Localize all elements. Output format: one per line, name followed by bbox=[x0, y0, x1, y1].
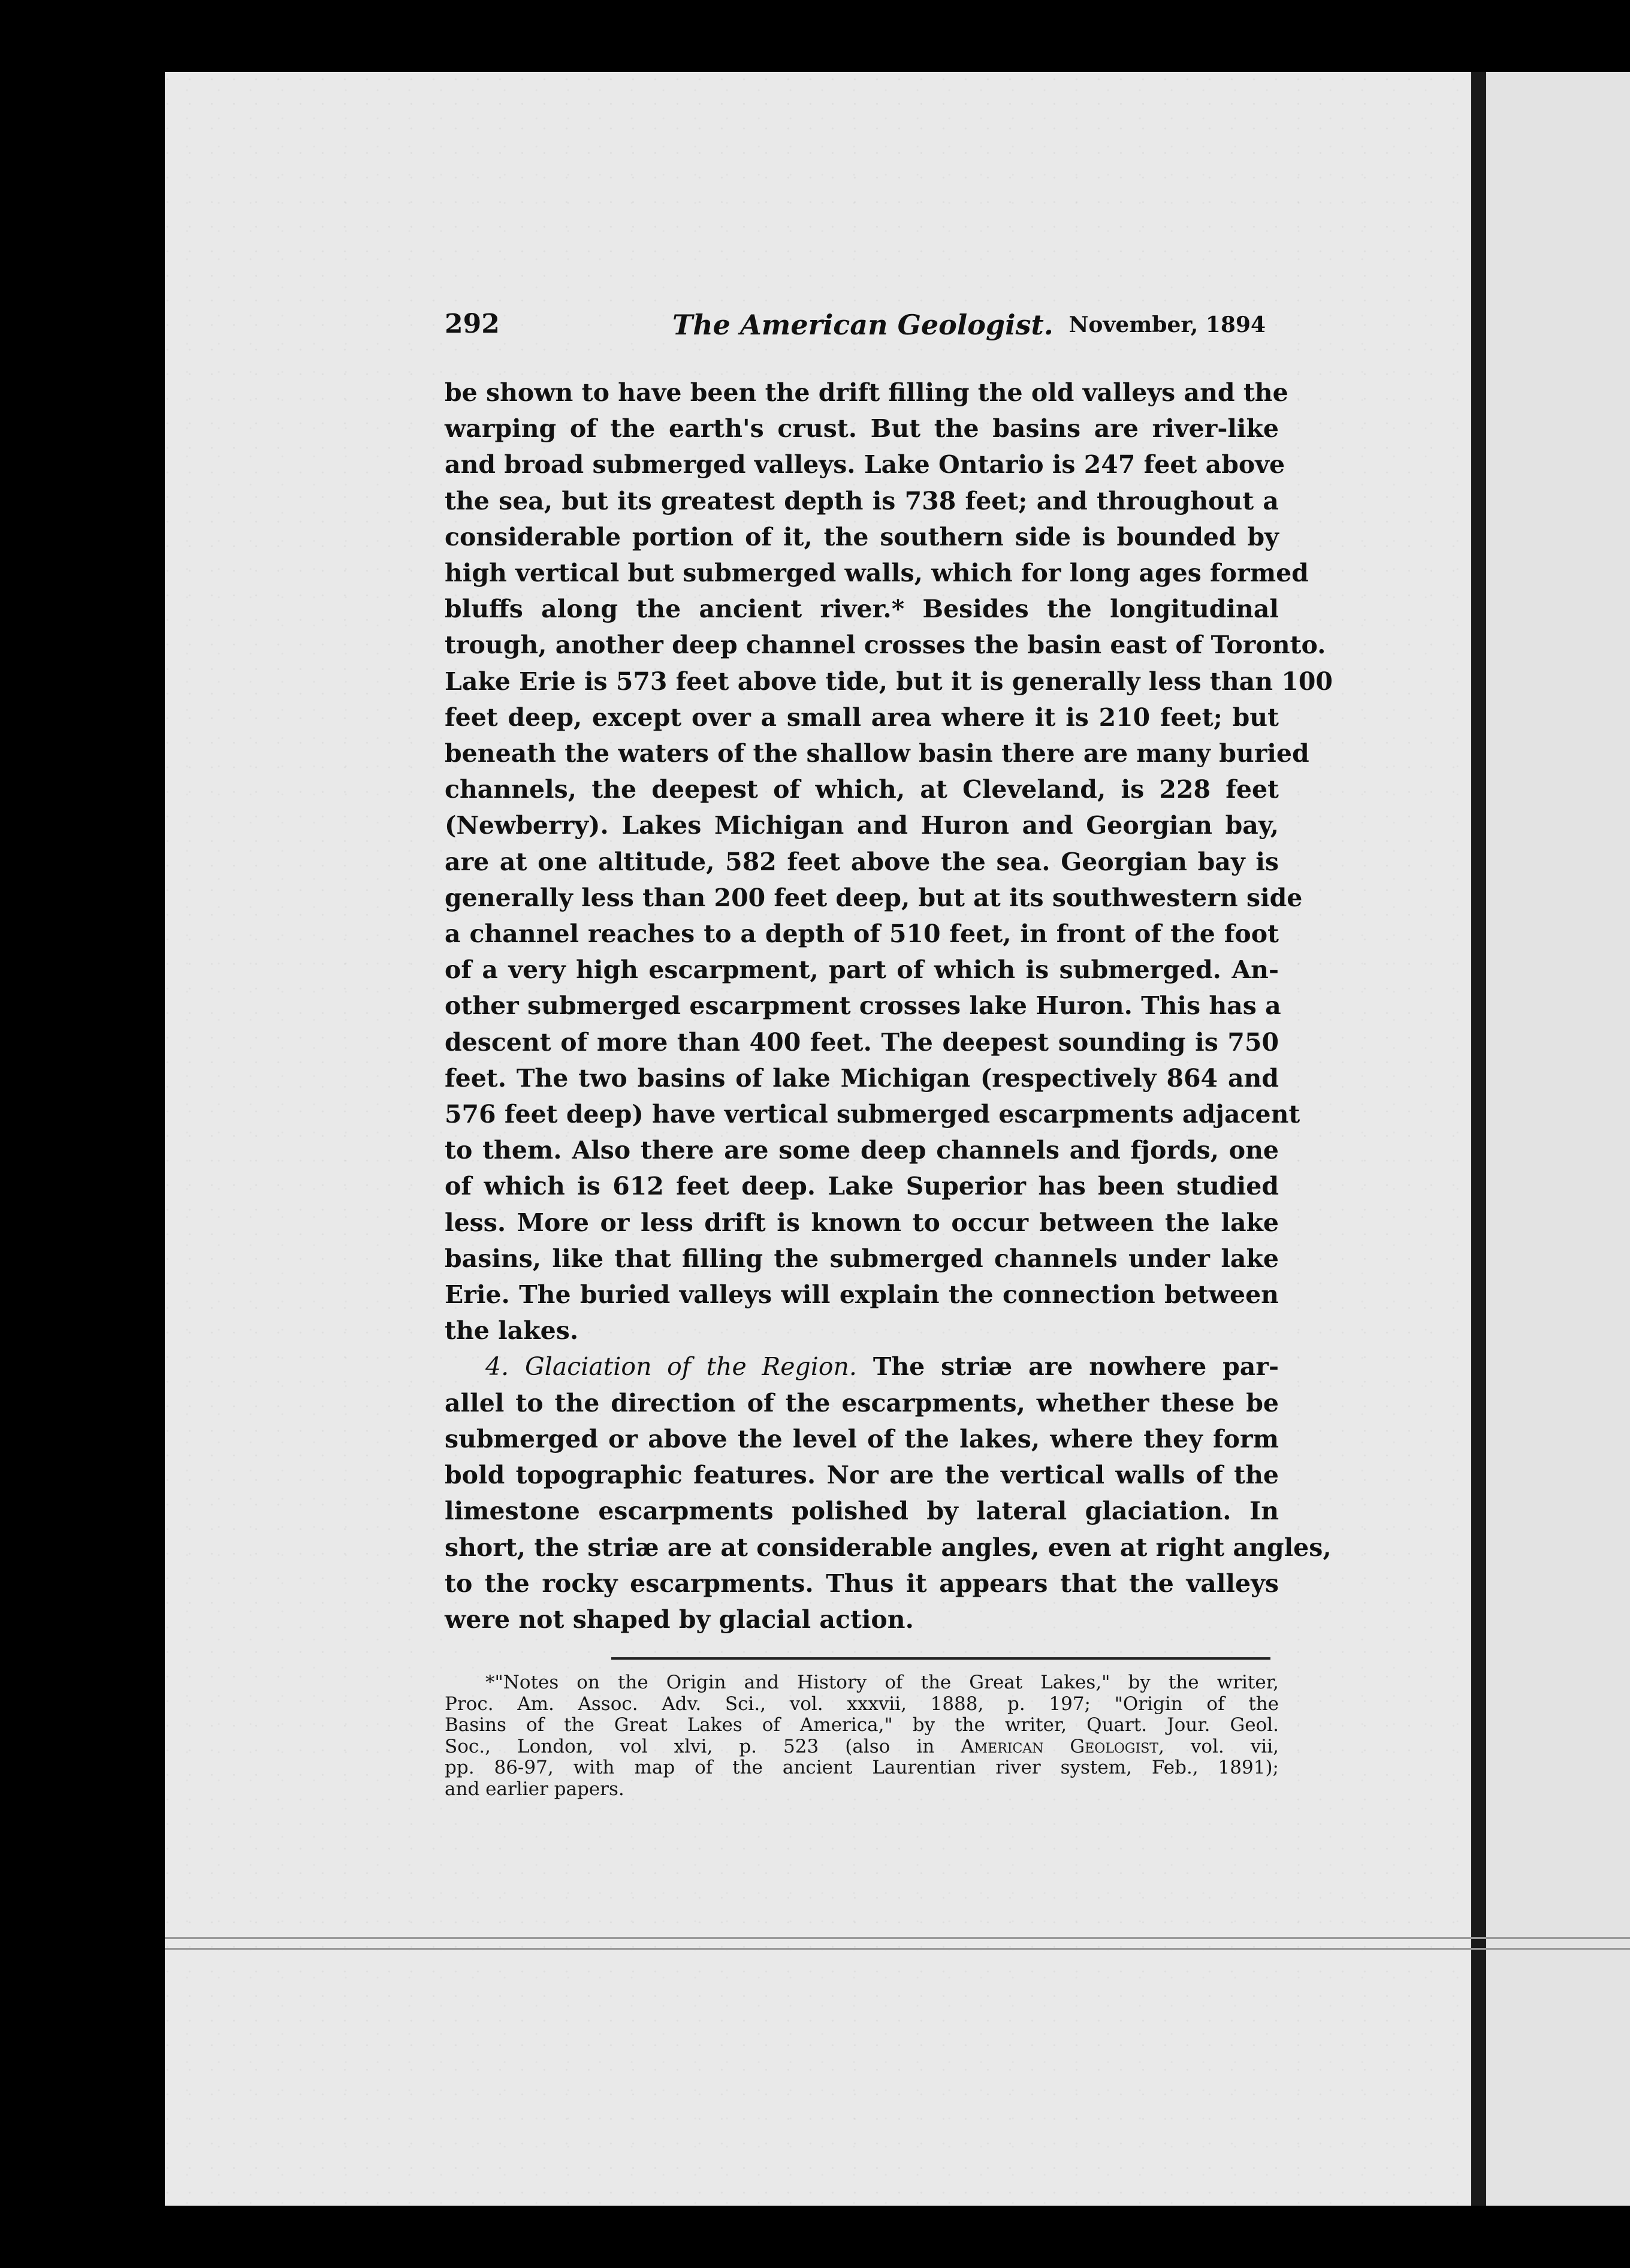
text-line: short, the striæ are at considerable angles, even at right angles, bbox=[445, 1533, 1332, 1562]
text-line: the sea, but its greatest depth is 738 feet; and throughout a bbox=[445, 486, 1279, 515]
page-gutter bbox=[1471, 72, 1486, 2206]
text-line: submerged or above the level of the lakes, where they form bbox=[445, 1424, 1279, 1453]
text-line: and broad submerged valleys. Lake Ontario is 247 feet above bbox=[445, 450, 1285, 479]
journal-citation: American Geologist bbox=[961, 1735, 1158, 1757]
footnote-divider bbox=[611, 1657, 1270, 1660]
text-line: beneath the waters of the shallow basin there are many buried bbox=[445, 739, 1309, 768]
text-line: of which is 612 feet deep. Lake Superior has been studied bbox=[445, 1172, 1279, 1201]
scan-rule-line bbox=[165, 1948, 1630, 1950]
text-line: high vertical but submerged walls, which for long ages formed bbox=[445, 559, 1309, 588]
footnote-line: *"Notes on the Origin and History of the Great Lakes," by the writer, bbox=[485, 1672, 1279, 1693]
facing-page-edge bbox=[1486, 72, 1630, 2206]
running-header bbox=[445, 309, 1266, 351]
text-line: trough, another deep channel crosses the basin east of Toronto. bbox=[445, 631, 1326, 660]
issue-date: November, 1894 bbox=[1068, 312, 1266, 337]
section-number: 4. bbox=[485, 1352, 509, 1382]
text-line: 576 feet deep) have vertical submerged escarpments adjacent bbox=[445, 1100, 1300, 1129]
text-line: were not shaped by glacial action. bbox=[445, 1605, 914, 1634]
text-line: feet. The two basins of lake Michigan (respectively 864 and bbox=[445, 1063, 1279, 1093]
text-line: to them. Also there are some deep channels and fjords, one bbox=[445, 1136, 1279, 1165]
text-line: descent of more than 400 feet. The deepest sounding is 750 bbox=[445, 1027, 1279, 1057]
text-line: Erie. The buried valleys will explain the connection between bbox=[445, 1280, 1279, 1310]
journal-title: The American Geologist. bbox=[672, 309, 1054, 341]
text-line: be shown to have been the drift filling the old valleys and the bbox=[445, 378, 1288, 407]
text-line: to the rocky escarpments. Thus it appears that the valleys bbox=[445, 1569, 1279, 1598]
footnote-line bbox=[445, 1736, 1279, 1758]
text-line: Lake Erie is 573 feet above tide, but it is generally less than 100 bbox=[445, 666, 1333, 696]
text-line: feet deep, except over a small area where it is 210 feet; but bbox=[445, 702, 1279, 732]
article-body bbox=[445, 375, 1333, 1637]
text-line: of a very high escarpment, part of which is submerged. An- bbox=[445, 955, 1279, 985]
text-line: less. More or less drift is known to occur between the lake bbox=[445, 1208, 1279, 1237]
footnote-text: , vol. vii, bbox=[1158, 1735, 1279, 1757]
text-line: generally less than 200 feet deep, but at its southwestern side bbox=[445, 883, 1303, 912]
page-number: 292 bbox=[445, 309, 500, 339]
section-title: Glaciation of the Region. bbox=[524, 1352, 857, 1382]
text-line: considerable portion of it, the southern side is bounded by bbox=[445, 522, 1279, 551]
scan-rule-line bbox=[165, 1937, 1630, 1939]
text-line: other submerged escarpment crosses lake Huron. This has a bbox=[445, 991, 1281, 1021]
text-line: bluffs along the ancient river.* Besides the longitudinal bbox=[445, 595, 1279, 624]
footnote-text: Soc., London, vol xlvi, p. 523 (also in bbox=[445, 1735, 935, 1757]
footnote-line: pp. 86-97, with map of the ancient Laurentian river system, Feb., 1891); bbox=[445, 1757, 1279, 1778]
section-heading-line bbox=[445, 1349, 1279, 1385]
text-line: warping of the earth's crust. But the basins are river-like bbox=[445, 414, 1279, 444]
text-line: (Newberry). Lakes Michigan and Huron and Georgian bay, bbox=[445, 811, 1279, 840]
footnote-line: Proc. Am. Assoc. Adv. Sci., vol. xxxvii, 1888, p. 197; "Origin of the bbox=[445, 1693, 1279, 1715]
text-line: the lakes. bbox=[445, 1316, 579, 1346]
section-first-line: The striæ are nowhere par- bbox=[873, 1352, 1279, 1382]
footnote-line: Basins of the Great Lakes of America," by the writer, Quart. Jour. Geol. bbox=[445, 1714, 1279, 1736]
text-line: limestone escarpments polished by lateral glaciation. In bbox=[445, 1497, 1279, 1526]
text-line: bold topographic features. Nor are the vertical walls of the bbox=[445, 1461, 1279, 1490]
text-line: allel to the direction of the escarpments, whether these be bbox=[445, 1388, 1279, 1418]
text-line: basins, like that filling the submerged channels under lake bbox=[445, 1244, 1279, 1273]
text-line: are at one altitude, 582 feet above the sea. Georgian bay is bbox=[445, 847, 1279, 876]
text-line: a channel reaches to a depth of 510 feet, in front of the foot bbox=[445, 919, 1279, 949]
text-line: channels, the deepest of which, at Cleveland, is 228 feet bbox=[445, 775, 1279, 804]
footnote bbox=[445, 1672, 1279, 1800]
footnote-line: and earlier papers. bbox=[445, 1778, 624, 1800]
